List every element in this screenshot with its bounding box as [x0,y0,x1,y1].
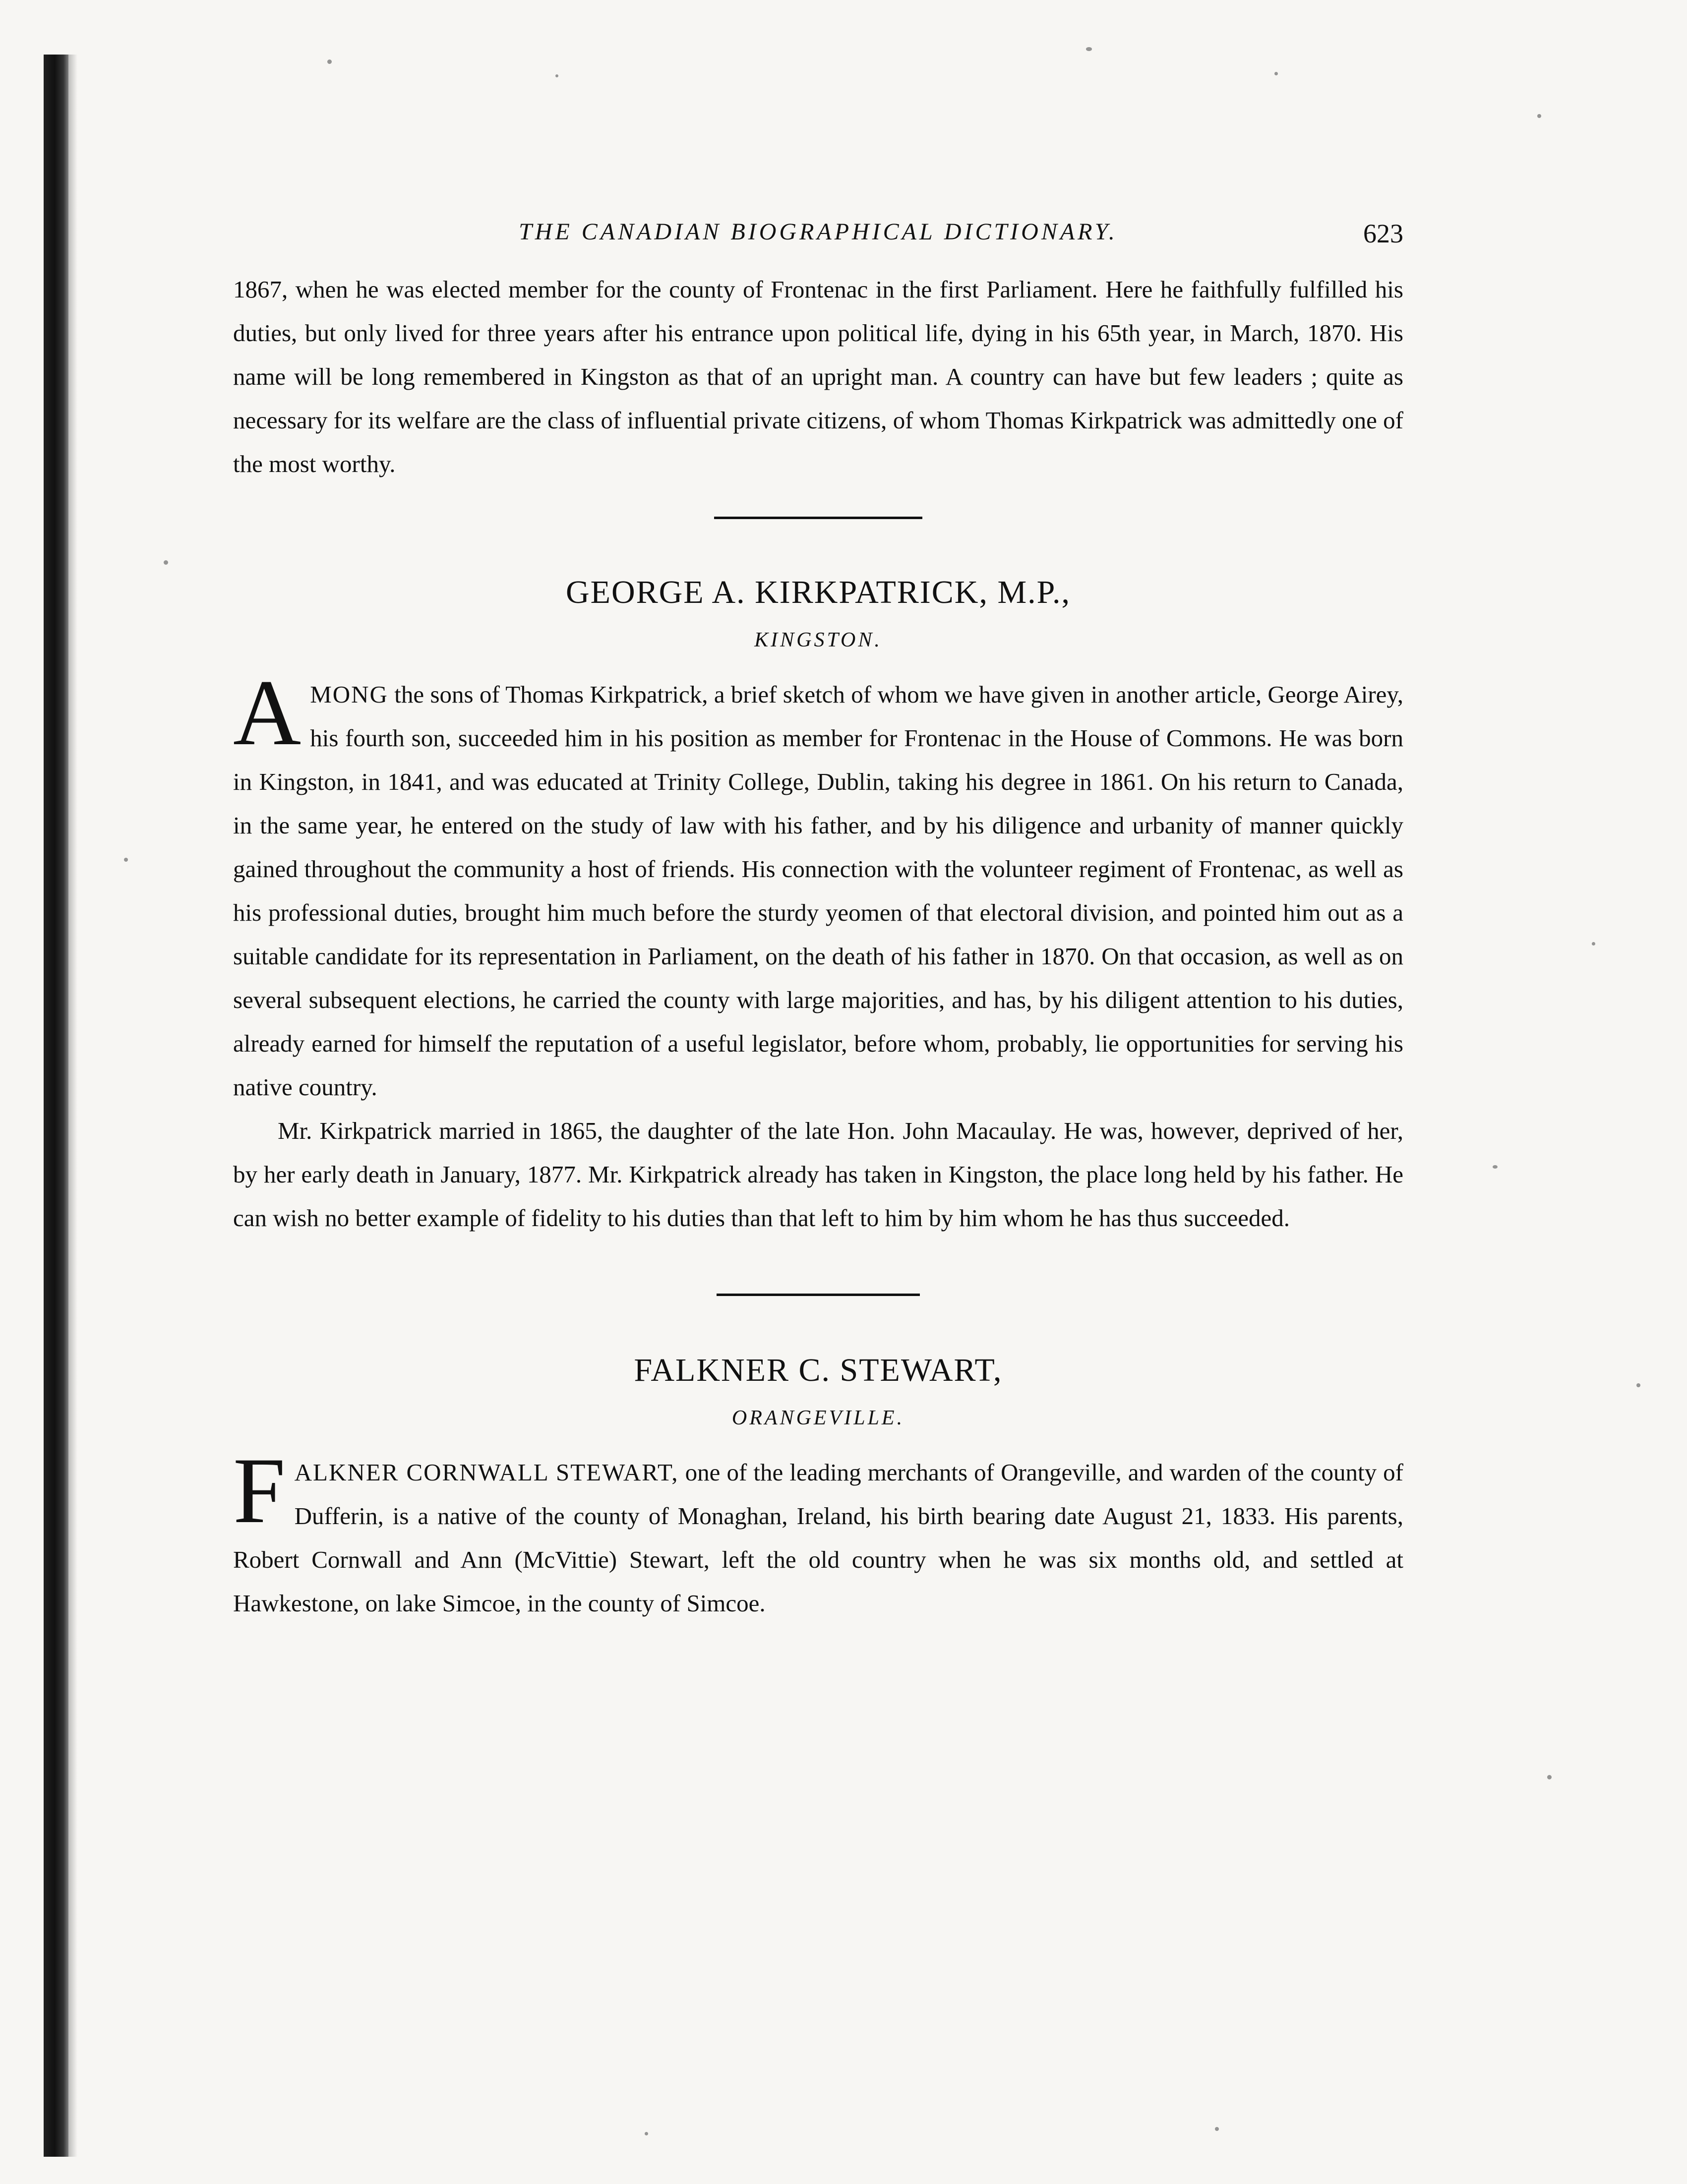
lead-smallcaps-falkner: ALKNER CORNWALL STEWART, [294,1459,679,1486]
lead-smallcaps-mong: MONG [310,681,388,708]
kirkpatrick-paragraph-1-text: the sons of Thomas Kirkpatrick, a brief sketch of whom we have given in another article, George Airey, his fourth son, succeeded him in his position as member for Frontenac in the House of Commons. He was born in Kingston, in 1841, and was educated at Trinity College, Dublin, taking his degree in 1861. On his return to Canada, in the same year, he entered on the study of law with his father, and by his diligence and urbanity of manner quickly gained throughout the community a host of friends. His connection with the volunteer regiment of Frontenac, as well as his professional duties, brought him much before the sturdy yeomen of that electoral division, and pointed him out as a suitable candidate for its representation in Parliament, on the death of his father in 1870. On that occasion, as well as on several subsequent elections, he carried the county with large majorities, and has, by his diligent attention to his duties, already earned for himself the reputation of a useful legislator, before whom, probably, lie opportunities for serving his native country. [233,681,1403,1101]
entry-place-orangeville: ORANGEVILLE. [731,1407,905,1429]
binding-shadow [68,55,77,2157]
stewart-paragraph-1-text: one of the leading merchants of Orangeville, and warden of the county of Dufferin, is a native of the county of Monaghan, Ireland, his birth bearing date August 21, 1833. His parents, Robert Cornwall and Ann (McVittie) Stewart, left the old country when he was six months old, and settled at Hawkestone, on lake Simcoe, in the county of Simcoe. [233,1459,1403,1617]
kirkpatrick-paragraph-1 [233,661,1403,1109]
page-number: 623 [1363,219,1403,248]
binding-edge [44,55,68,2157]
dropcap-f: F [233,1439,286,1543]
running-title: THE CANADIAN BIOGRAPHICAL DICTIONARY. [519,219,1118,245]
stewart-paragraph-1 [233,1439,1403,1625]
entry-heading-kirkpatrick: GEORGE A. KIRKPATRICK, M.P., [565,574,1071,610]
section-divider-2 [717,1294,920,1296]
entry-heading-stewart: FALKNER C. STEWART, [634,1352,1003,1388]
book-page [233,218,1403,2053]
continuation-paragraph: 1867, when he was elected member for the county of Frontenac in the first Parliament. Here he faithfully fulfilled his duties, but only lived for three years after his entrance upon political life, dying in his 65th year, in March, 1870. His name will be long remembered in Kingston as that of an upright man. A country can have but few leaders ; quite as necessary for its welfare are the class of influential private citizens, of whom Thomas Kirkpatrick was admittedly one of the most worthy. [233,276,1403,477]
kirkpatrick-paragraph-2: Mr. Kirkpatrick married in 1865, the daughter of the late Hon. John Macaulay. He was, however, deprived of her, by her early death in January, 1877. Mr. Kirkpatrick already has taken in Kingston, the place long held by his father. He can wish no better example of fidelity to his duties than that left to him by him whom he has thus succeeded. [233,1117,1403,1232]
dropcap-a: A [233,661,301,765]
section-divider-1 [714,517,922,519]
entry-place-kingston: KINGSTON. [754,629,882,651]
running-head [233,218,1403,263]
